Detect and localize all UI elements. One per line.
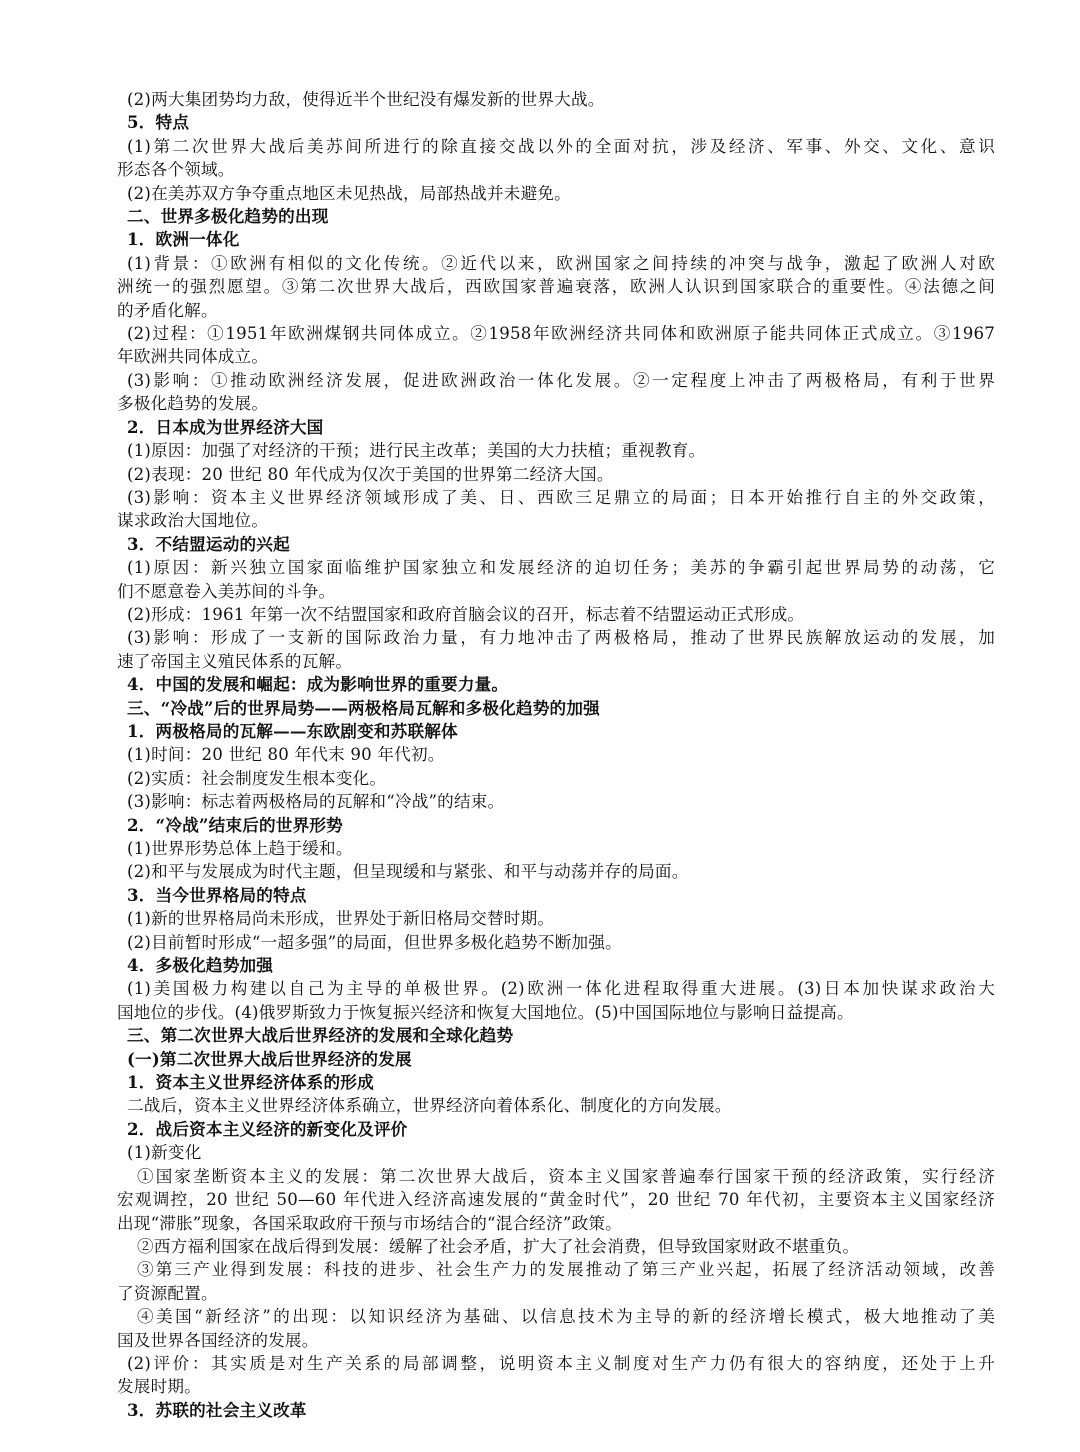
text-line: (1)新的世界格局尚未形成，世界处于新旧格局交替时期。 [127,909,555,929]
text-line: (1)美国极力构建以自己为主导的单极世界。(2)欧洲一体化进程取得重大进展。(3)日本加快谋求政治大 [127,979,995,999]
text-line: ①国家垄断资本主义的发展：第二次世界大战后，资本主义国家普遍奉行国家干预的经济政策，实行经济 [137,1166,995,1186]
text-line: (1)世界形势总体上趋于缓和。 [127,839,353,858]
section-heading: 4．多极化趋势加强 [127,955,274,976]
text-line: 洲统一的强烈愿望。③第二次世界大战后，西欧国家普遍衰落，欧洲人认识到国家联合的重要性。④法德之间 [117,277,995,297]
section-heading: 三、“冷战”后的世界局势——两极格局瓦解和多极化趋势的加强 [127,697,600,718]
section-heading: 二、世界多极化趋势的出现 [127,206,329,227]
text-line: 多极化趋势的发展。 [117,394,269,414]
text-line: 们不愿意卷入美苏间的斗争。 [117,581,336,601]
text-line: 谋求政治大国地位。 [117,511,269,531]
text-line: (2)过程：①1951年欧洲煤钢共同体成立。②1958年欧洲经济共同体和欧洲原子能共同体正式成立。③1967 [127,324,995,344]
text-line: (2)和平与发展成为时代主题，但呈现缓和与紧张、和平与动荡并存的局面。 [127,862,689,882]
section-heading: 1．两极格局的瓦解——东欧剧变和苏联解体 [127,720,458,741]
text-line: (1)第二次世界大战后美苏间所进行的除直接交战以外的全面对抗，涉及经济、军事、外交、文化、意识 [127,136,995,156]
section-heading: 3．苏联的社会主义改革 [127,1399,307,1420]
text-line: (2)实质：社会制度发生根本变化。 [127,768,387,788]
section-heading: 4．中国的发展和崛起：成为影响世界的重要力量。 [127,674,509,695]
text-line: (1)背景：①欧洲有相似的文化传统。②近代以来，欧洲国家之间持续的冲突与战争，激起了欧洲人对欧 [127,253,995,273]
text-line: 发展时期。 [117,1377,201,1397]
text-line: (3)影响：资本主义世界经济领域形成了美、日、西欧三足鼎立的局面；日本开始推行自主的外交政策， [127,487,995,507]
text-line: 国地位的步伐。(4)俄罗斯致力于恢复振兴经济和恢复大国地位。(5)中国国际地位与影响日益提高。 [117,1002,854,1022]
section-heading: 三、第二次世界大战后世界经济的发展和全球化趋势 [127,1025,514,1046]
text-line: (2)在美苏双方争夺重点地区未见热战，局部热战并未避免。 [127,183,571,203]
text-line: (1)时间：20 世纪 80 年代末 90 年代初。 [127,745,445,765]
text-line: 形态各个领域。 [117,160,235,180]
text-line: ②西方福利国家在战后得到发展：缓解了社会矛盾，扩大了社会消费，但导致国家财政不堪重负。 [137,1236,860,1256]
text-line: (2)表现：20 世纪 80 年代成为仅次于美国的世界第二经济大国。 [127,464,614,484]
section-heading: 2．“冷战”结束后的世界形势 [127,814,343,835]
section-heading: 3．当今世界格局的特点 [127,884,307,905]
text-line: 了资源配置。 [117,1283,218,1303]
section-heading: (一)第二次世界大战后世界经济的发展 [127,1048,412,1069]
section-heading: 2．日本成为世界经济大国 [127,416,324,437]
text-line: 出现“滞胀”现象，各国采取政府干预与市场结合的“混合经济”政策。 [117,1213,622,1233]
text-line: (3)影响：形成了一支新的国际政治力量，有力地冲击了两极格局，推动了世界民族解放运动的发展，加 [127,628,995,648]
text-line: (2)评价：其实质是对生产关系的局部调整，说明资本主义制度对生产力仍有很大的容纳度，还处于上升 [127,1353,995,1373]
text-line: ③第三产业得到发展：科技的进步、社会生产力的发展推动了第三产业兴起，拓展了经济活动领域，改善 [137,1260,995,1280]
text-line: (2)目前暂时形成“一超多强”的局面，但世界多极化趋势不断加强。 [127,932,622,952]
section-heading: 1．资本主义世界经济体系的形成 [127,1072,374,1093]
text-line: (1)原因：新兴独立国家面临维护国家独立和发展经济的迫切任务；美苏的争霸引起世界局势的动荡，它 [127,558,995,578]
text-line: (2)两大集团势均力敌，使得近半个世纪没有爆发新的世界大战。 [127,90,605,109]
text-line: 年欧洲共同体成立。 [117,347,269,367]
text-line: (3)影响：①推动欧洲经济发展，促进欧洲政治一体化发展。②一定程度上冲击了两极格局，有利于世界 [127,370,995,390]
text-line: 宏观调控，20 世纪 50—60 年代进入经济高速发展的“黄金时代”，20 世纪 70 年代初，主要资本主义国家经济 [117,1190,995,1210]
text-line: 的矛盾化解。 [117,300,218,320]
text-line: (3)影响：标志着两极格局的瓦解和“冷战”的结束。 [127,792,505,812]
section-heading: 2．战后资本主义经济的新变化及评价 [127,1118,408,1139]
section-heading: 1．欧洲一体化 [127,229,240,250]
text-line: (2)形成：1961 年第一次不结盟国家和政府首脑会议的召开，标志着不结盟运动正式形成。 [127,604,805,624]
text-line: 国及世界各国经济的发展。 [117,1330,319,1350]
text-line: (1)原因：加强了对经济的干预；进行民主改革；美国的大力扶植；重视教育。 [127,441,706,461]
text-line: ④美国“新经济”的出现：以知识经济为基础、以信息技术为主导的新的经济增长模式，极大地推动了美 [137,1307,995,1327]
text-line: (1)新变化 [127,1143,202,1163]
text-line: 二战后，资本主义世界经济体系确立，世界经济向着体系化、制度化的方向发展。 [127,1096,732,1116]
document-page [117,88,995,1422]
text-line: 速了帝国主义殖民体系的瓦解。 [117,651,353,671]
section-heading: 3．不结盟运动的兴起 [127,533,290,554]
section-heading: 5．特点 [127,112,190,133]
